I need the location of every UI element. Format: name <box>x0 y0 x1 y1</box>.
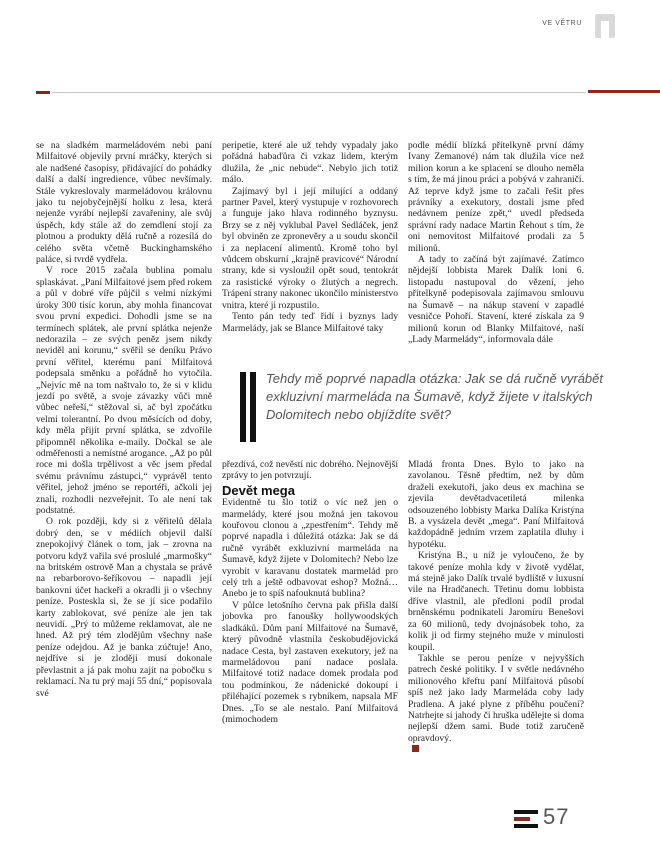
pull-quote <box>240 370 620 448</box>
paragraph: A tady to začíná být zajímavé. Zatímco nějdejší lobbista Marek Dalík loni 6. listopadu nastupoval do vězení, jeho přítelkyně podepisovala zajímavou smlouvu na Šumavě – na nákup stavení v zapadlé vesničce Pohoří. Stavení, které získala za 9 milionů korun od Blanky Milfaitové, naší „Lady Marmelády“, informovala dále <box>408 254 584 345</box>
subheading: Devět mega <box>222 482 295 498</box>
paragraph: Kristýna B., u níž je vyloučeno, že by takové peníze mohla kdy v životě vydělat, má stejně jako Dalík trvalé bydliště v luxusní vile na Hradčanech. Třetinu domu lobbista dříve vlastnil, ale předloni podíl prodal brněnskému podnikateli Jaromíru Benešovi za 60 milionů, tedy dvojnásobek toho, za kolik ji od firmy stejného muže v minulosti koupil. <box>408 550 584 653</box>
paragraph: přezdívá, což nevěstí nic dobrého. Nejnovější zprávy to jen potvrzují. <box>222 459 398 482</box>
page-number: 57 <box>543 804 570 829</box>
magazine-logo-icon <box>512 808 540 830</box>
article-column-2 <box>222 140 398 334</box>
paragraph: se na sladkém marmeládovém nebi paní Milfaitové objevily první mráčky, kterých si ale nadšené časopisy, přidávající do pohádky další a další ingredience, vůbec nevšímaly. Stále vykreslovaly marmeládovou královnu jako tu nejobyčejnější holku z lesa, která nejenže vyrábí nejlepší zavařeniny, ale svůj úspěch, kdy stále až do zemdlení stojí za plotnou a produkty dělá ručně a rozesílá do celého světa včetně Buckinghamského paláce, si tvrdě vydřela. <box>36 140 212 266</box>
magazine-mark-icon <box>595 14 615 38</box>
rule-accent-left <box>36 91 50 94</box>
article-column-3 <box>408 140 584 345</box>
rule-accent-right <box>588 90 660 93</box>
paragraph: V půlce letošního června pak přišla další jobovka pro fanoušky hollywoodských sladkáků. Dům paní Milfaitové na Šumavě, který původně vlastnila českobudějovická nadace Cesta, byl zastaven exekutory, jež na marmeládovou paní nadace poslala. Milfaitové totiž nadace domek prodala pod tou podmínkou, že nádenické dokoupí i přiléhající pozemek s rybníkem, napsala MF Dnes. „To se ale nestalo. Paní Milfaitová (mimochodem <box>222 599 398 725</box>
article-column-3-lower <box>408 459 584 756</box>
quote-bar <box>240 372 246 442</box>
paragraph: Zajímavý byl i její milující a oddaný partner Pavel, který vystupuje v rozhovorech a funguje jako hlava rodinného byznysu. Brzy se z něj vyklubal Pavel Sedláček, jenž byl obviněn ze zpronevěry a u soudu skončil i za neplacení alimentů. Kromě toho byl vůdcem obskurní „krajně pravicové“ Národní strany, kde si vysloužil opět soud, tentokrát za rasistické výroky o žlutých a negrech. Trápení strany nakonec ukončilo ministerstvo vnitra, které ji rozpustilo. <box>222 185 398 311</box>
paragraph: peripetie, které ale už tehdy vypadaly jako pořádná habaďůra či vzkaz lidem, kterým dlužila, že „nic nebude“. Nebylo jich totiž málo. <box>222 140 398 186</box>
paragraph: Mladá fronta Dnes. Bylo to jako na zavolanou. Těsně předtím, než by dům draželi exekutoři, jako deus ex machina se zjevila devětadvacetiletá milenka odsouzeného lobbisty Marka Dalíka Kristýna B. a vysázela devět „mega“. Paní Milfaitová každopádně jedním vrzem zaplatila dluhy i hypotéku. <box>408 459 584 550</box>
section-label: VE VĚTRU <box>542 20 582 27</box>
quote-bar <box>250 372 256 442</box>
paragraph: Evidentně tu šlo totiž o víc než jen o marmelády, které jsou možná jen takovou kouřovou clonou a „zpestřením“. Tehdy mě poprvé napadla i důležitá otázka: Jak se dá ručně vyrábět exkluzivní marmeláda na Šumavě, když žijete v Dolomitech? Nebo lze vyrobit v karavanu dostatek marmelád pro celý trh a ještě odbavovat eshop? Možná… Anebo je to spíš nafouknutá bublina? <box>222 497 398 600</box>
paragraph: O rok později, kdy si z věřitelů dělala dobrý den, se v médiích objevil další znepokojivý článek o tom, jak – zrovna na potvoru když vařila své proslulé „marmošky“ na britském ostrově Man a chystala se právě na rebarborovo-šeříkovou – napadli její bankovní účet hackeři a okradli ji o všechny peníze. Posteskla si, že se jí sice podařilo karty zablokovat, své peníze ale jen tak neuvidí. „Prý to můžeme reklamovat, ale ne hned. Až prý tém zlodějům všechny naše peníze odejdou. Až je banka zúčtuje! Ano, nejdříve si je zloději musí dokonale převlastnit a já pak mohu zajít na pobočku s reklamací. Na tu prý mají 55 dní,“ popisovala své <box>36 516 212 699</box>
pull-quote-text: Tehdy mě poprvé napadla otázka: Jak se dá ručně vyrábět exkluzivní marmeláda na Šumavě, když žijete v italských Dolomitech nebo objíždíte svět? <box>266 371 604 422</box>
paragraph: Tento pán tedy teď řídí i byznys lady Marmelády, jak se Blance Milfaitové taky <box>222 311 398 334</box>
rule-divider <box>52 92 586 93</box>
paragraph: Takhle se perou peníze v nejvyšších patrech české politiky. I v světle nedávného milionového křeftu paní Milfaitová působí spíš než jako lady Marmeláda coby lady Pradlena. A jaké plyne z příběhu poučení? Natrhejte si jahody či hruška udělejte si doma nejlepší džem sami. Bude totiž zaručeně opravdový. <box>408 652 584 744</box>
article-column-2-lower <box>222 459 398 725</box>
paragraph: V roce 2015 začala bublina pomalu splaskávat. „Paní Milfaitové jsem před rokem a půl v dobré víře půjčil s velmi nízkými úroky 300 tisíc korun, aby mohla financovat svou první expedici. Dohodli jsme se na termínech splátek, ale první splátka nejenže nedorazila – ze svých peněz jsem nikdy neviděl ani korunu,“ svěřil se deníku Právo první věřitel, kterému paní Milfaitová podepsala směnku a pořádně ho vytočila. „Nejvíc mě na tom naštvalo to, že si v klidu jezdí po světě, a svoje závazky vůči mně vůbec neřeší,“ stěžoval si, ač byl zpočátku velmi tolerantní. Po dvou měsících od doby, kdy měla přijít první splátka, se zdvořile připomněl několika e-maily. Dočkal se ale odměřenosti a nemístné arogance. „Až po půl roce mi došla trpělivost a věc jsem předal svému právnímu zástupci,“ vyprávěl tento věřitel, jehož jméno se reportéři, ačkoli jej znali, rozhodli nezveřejnit. To ale není tak podstatné. <box>36 265 212 516</box>
paragraph: podle médií blízká přítelkyně první dámy Ivany Zemanové) nám tak dlužila více než milion korun a ke splacení se dlouho neměla s tím, že má jinou práci a pobývá v zahraničí. Až teprve když jsme to začali řešit přes právníky a exekutory, dostali jsme před nedávnem peníze zpět,“ uvedl předseda správní rady nadace Martin Řehout s tím, že oni nemovitost Milfaitové prodali za 5 milionů. <box>408 140 584 254</box>
article-column-1 <box>36 140 212 699</box>
end-mark-icon <box>412 745 419 752</box>
